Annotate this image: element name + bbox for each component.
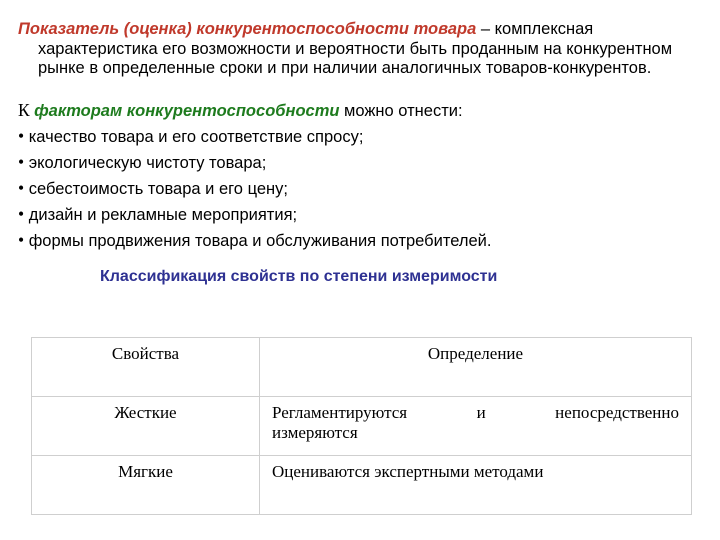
list-item [18, 152, 491, 178]
factors-intro-prefix: К [18, 100, 35, 120]
definition-text: – комплексная характеристика его возможности и вероятности быть проданным на конкурентном рынке в определенные сроки и при наличии аналогичных товаров-конкурентов. [38, 20, 673, 77]
bullet: • [18, 152, 25, 172]
factors-intro [18, 100, 491, 126]
table-header-row [32, 338, 692, 397]
bullet: • [18, 230, 25, 250]
header-properties: Свойства [32, 338, 260, 397]
list-item-text: качество товара и его соответствие спросу; [24, 128, 364, 146]
definition-term: Показатель (оценка) конкурентоспособности товара [18, 20, 477, 38]
properties-table [31, 337, 692, 515]
definition-paragraph [18, 20, 678, 79]
cell-definition: Оцениваются экспертными методами [260, 456, 692, 515]
table-row [32, 456, 692, 515]
bullet: • [18, 204, 25, 224]
list-item-text: дизайн и рекламные мероприятия; [24, 206, 298, 224]
table-row [32, 397, 692, 456]
cell-property: Жесткие [32, 397, 260, 456]
cell-definition [260, 397, 692, 456]
list-item [18, 178, 491, 204]
factors-term: факторам конкурентоспособности [34, 102, 340, 120]
list-item-text: экологическую чистоту товара; [24, 154, 267, 172]
list-item-text: формы продвижения товара и обслуживания потребителей. [24, 232, 492, 250]
bullet: • [18, 178, 25, 198]
list-item-text: себестоимость товара и его цену; [24, 180, 288, 198]
list-item [18, 126, 491, 152]
factors-list [18, 100, 491, 256]
cell-definition-line: измеряются [272, 423, 358, 442]
list-item [18, 204, 491, 230]
cell-property: Мягкие [32, 456, 260, 515]
list-item [18, 230, 491, 256]
bullet: • [18, 126, 25, 146]
factors-intro-suffix: можно отнести: [339, 102, 463, 120]
header-definition: Определение [260, 338, 692, 397]
cell-definition-line: Регламентируются и непосредственно [272, 403, 679, 422]
table-caption: Классификация свойств по степени измеримости [100, 268, 498, 285]
